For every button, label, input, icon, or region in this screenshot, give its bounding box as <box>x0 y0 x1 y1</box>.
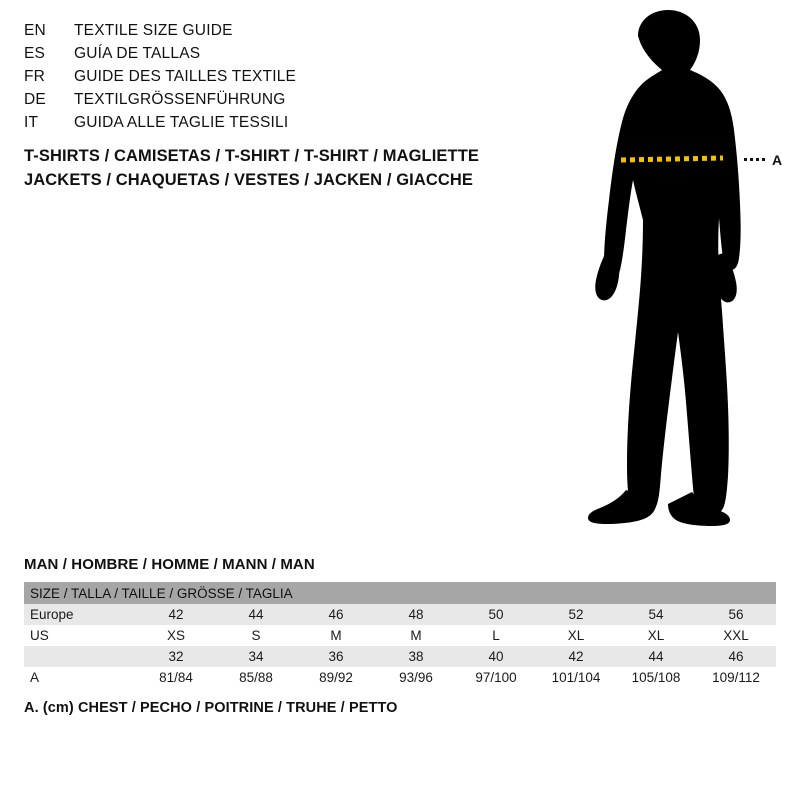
cell-usnum-0: 32 <box>136 646 216 667</box>
language-code-fr: FR <box>24 68 46 85</box>
table-row <box>24 604 776 625</box>
table-header-cell-6 <box>536 582 616 604</box>
garment-category-list <box>24 144 584 192</box>
row-label-a: A <box>24 667 136 688</box>
language-code-es: ES <box>24 45 46 62</box>
garment-line-jackets: JACKETS / CHAQUETAS / VESTES / JACKEN / GIACCHE <box>24 171 474 189</box>
language-row-fr <box>24 68 544 91</box>
table-header-cell-8 <box>696 582 776 604</box>
cell-europe-3: 48 <box>376 604 456 625</box>
cell-europe-7: 56 <box>696 604 776 625</box>
table-footnote-chest: A. (cm) CHEST / PECHO / POITRINE / TRUHE / PETTO <box>24 700 398 716</box>
language-text-fr: GUIDE DES TAILLES TEXTILE <box>74 68 297 85</box>
language-text-es: GUÍA DE TALLAS <box>74 45 201 62</box>
cell-usnum-2: 36 <box>296 646 376 667</box>
cell-europe-1: 44 <box>216 604 296 625</box>
size-table <box>24 582 776 688</box>
table-header-size-label: SIZE / TALLA / TAILLE / GRÖSSE / TAGLIA <box>24 582 296 604</box>
cell-a-5: 101/104 <box>536 667 616 688</box>
cell-usnum-6: 44 <box>616 646 696 667</box>
figure-illustration <box>540 8 800 538</box>
table-caption-man: MAN / HOMBRE / HOMME / MANN / MAN <box>24 556 315 573</box>
measure-marker-a-label: A <box>772 152 783 168</box>
language-code-it: IT <box>24 114 39 131</box>
cell-usnum-7: 46 <box>696 646 776 667</box>
male-body-silhouette <box>540 8 800 538</box>
table-row <box>24 646 776 667</box>
cell-usnum-1: 34 <box>216 646 296 667</box>
table-row <box>24 625 776 646</box>
cell-europe-5: 52 <box>536 604 616 625</box>
cell-us-4: L <box>456 625 536 646</box>
cell-usnum-5: 42 <box>536 646 616 667</box>
cell-a-6: 105/108 <box>616 667 696 688</box>
cell-us-3: M <box>376 625 456 646</box>
table-header-cell-7 <box>616 582 696 604</box>
cell-europe-6: 54 <box>616 604 696 625</box>
cell-a-1: 85/88 <box>216 667 296 688</box>
language-text-en: TEXTILE SIZE GUIDE <box>74 22 233 39</box>
row-label-us-numeric <box>24 646 136 667</box>
cell-europe-2: 46 <box>296 604 376 625</box>
cell-a-3: 93/96 <box>376 667 456 688</box>
table-header-cell-5 <box>456 582 536 604</box>
table-row <box>24 667 776 688</box>
cell-usnum-3: 38 <box>376 646 456 667</box>
size-table-section <box>24 556 776 716</box>
cell-usnum-4: 40 <box>456 646 536 667</box>
cell-us-1: S <box>216 625 296 646</box>
cell-us-5: XL <box>536 625 616 646</box>
cell-a-2: 89/92 <box>296 667 376 688</box>
cell-us-6: XL <box>616 625 696 646</box>
dotted-leader-icon <box>744 158 768 161</box>
cell-a-0: 81/84 <box>136 667 216 688</box>
cell-us-2: M <box>296 625 376 646</box>
language-code-en: EN <box>24 22 46 39</box>
cell-europe-4: 50 <box>456 604 536 625</box>
row-label-europe: Europe <box>24 604 136 625</box>
cell-europe-0: 42 <box>136 604 216 625</box>
cell-us-7: XXL <box>696 625 776 646</box>
table-header-cell-4 <box>376 582 456 604</box>
table-header-row <box>24 582 776 604</box>
language-text-it: GUIDA ALLE TAGLIE TESSILI <box>74 114 289 131</box>
language-code-de: DE <box>24 91 46 108</box>
table-header-cell-3 <box>296 582 376 604</box>
garment-line-tshirts: T-SHIRTS / CAMISETAS / T-SHIRT / T-SHIRT / MAGLIETTE <box>24 147 479 165</box>
language-text-de: TEXTILGRÖSSENFÜHRUNG <box>74 91 286 108</box>
language-row-es <box>24 45 544 68</box>
language-row-en <box>24 22 544 45</box>
cell-a-7: 109/112 <box>696 667 776 688</box>
language-list <box>24 22 544 137</box>
language-row-it <box>24 114 544 137</box>
cell-a-4: 97/100 <box>456 667 536 688</box>
row-label-us: US <box>24 625 136 646</box>
language-row-de <box>24 91 544 114</box>
cell-us-0: XS <box>136 625 216 646</box>
